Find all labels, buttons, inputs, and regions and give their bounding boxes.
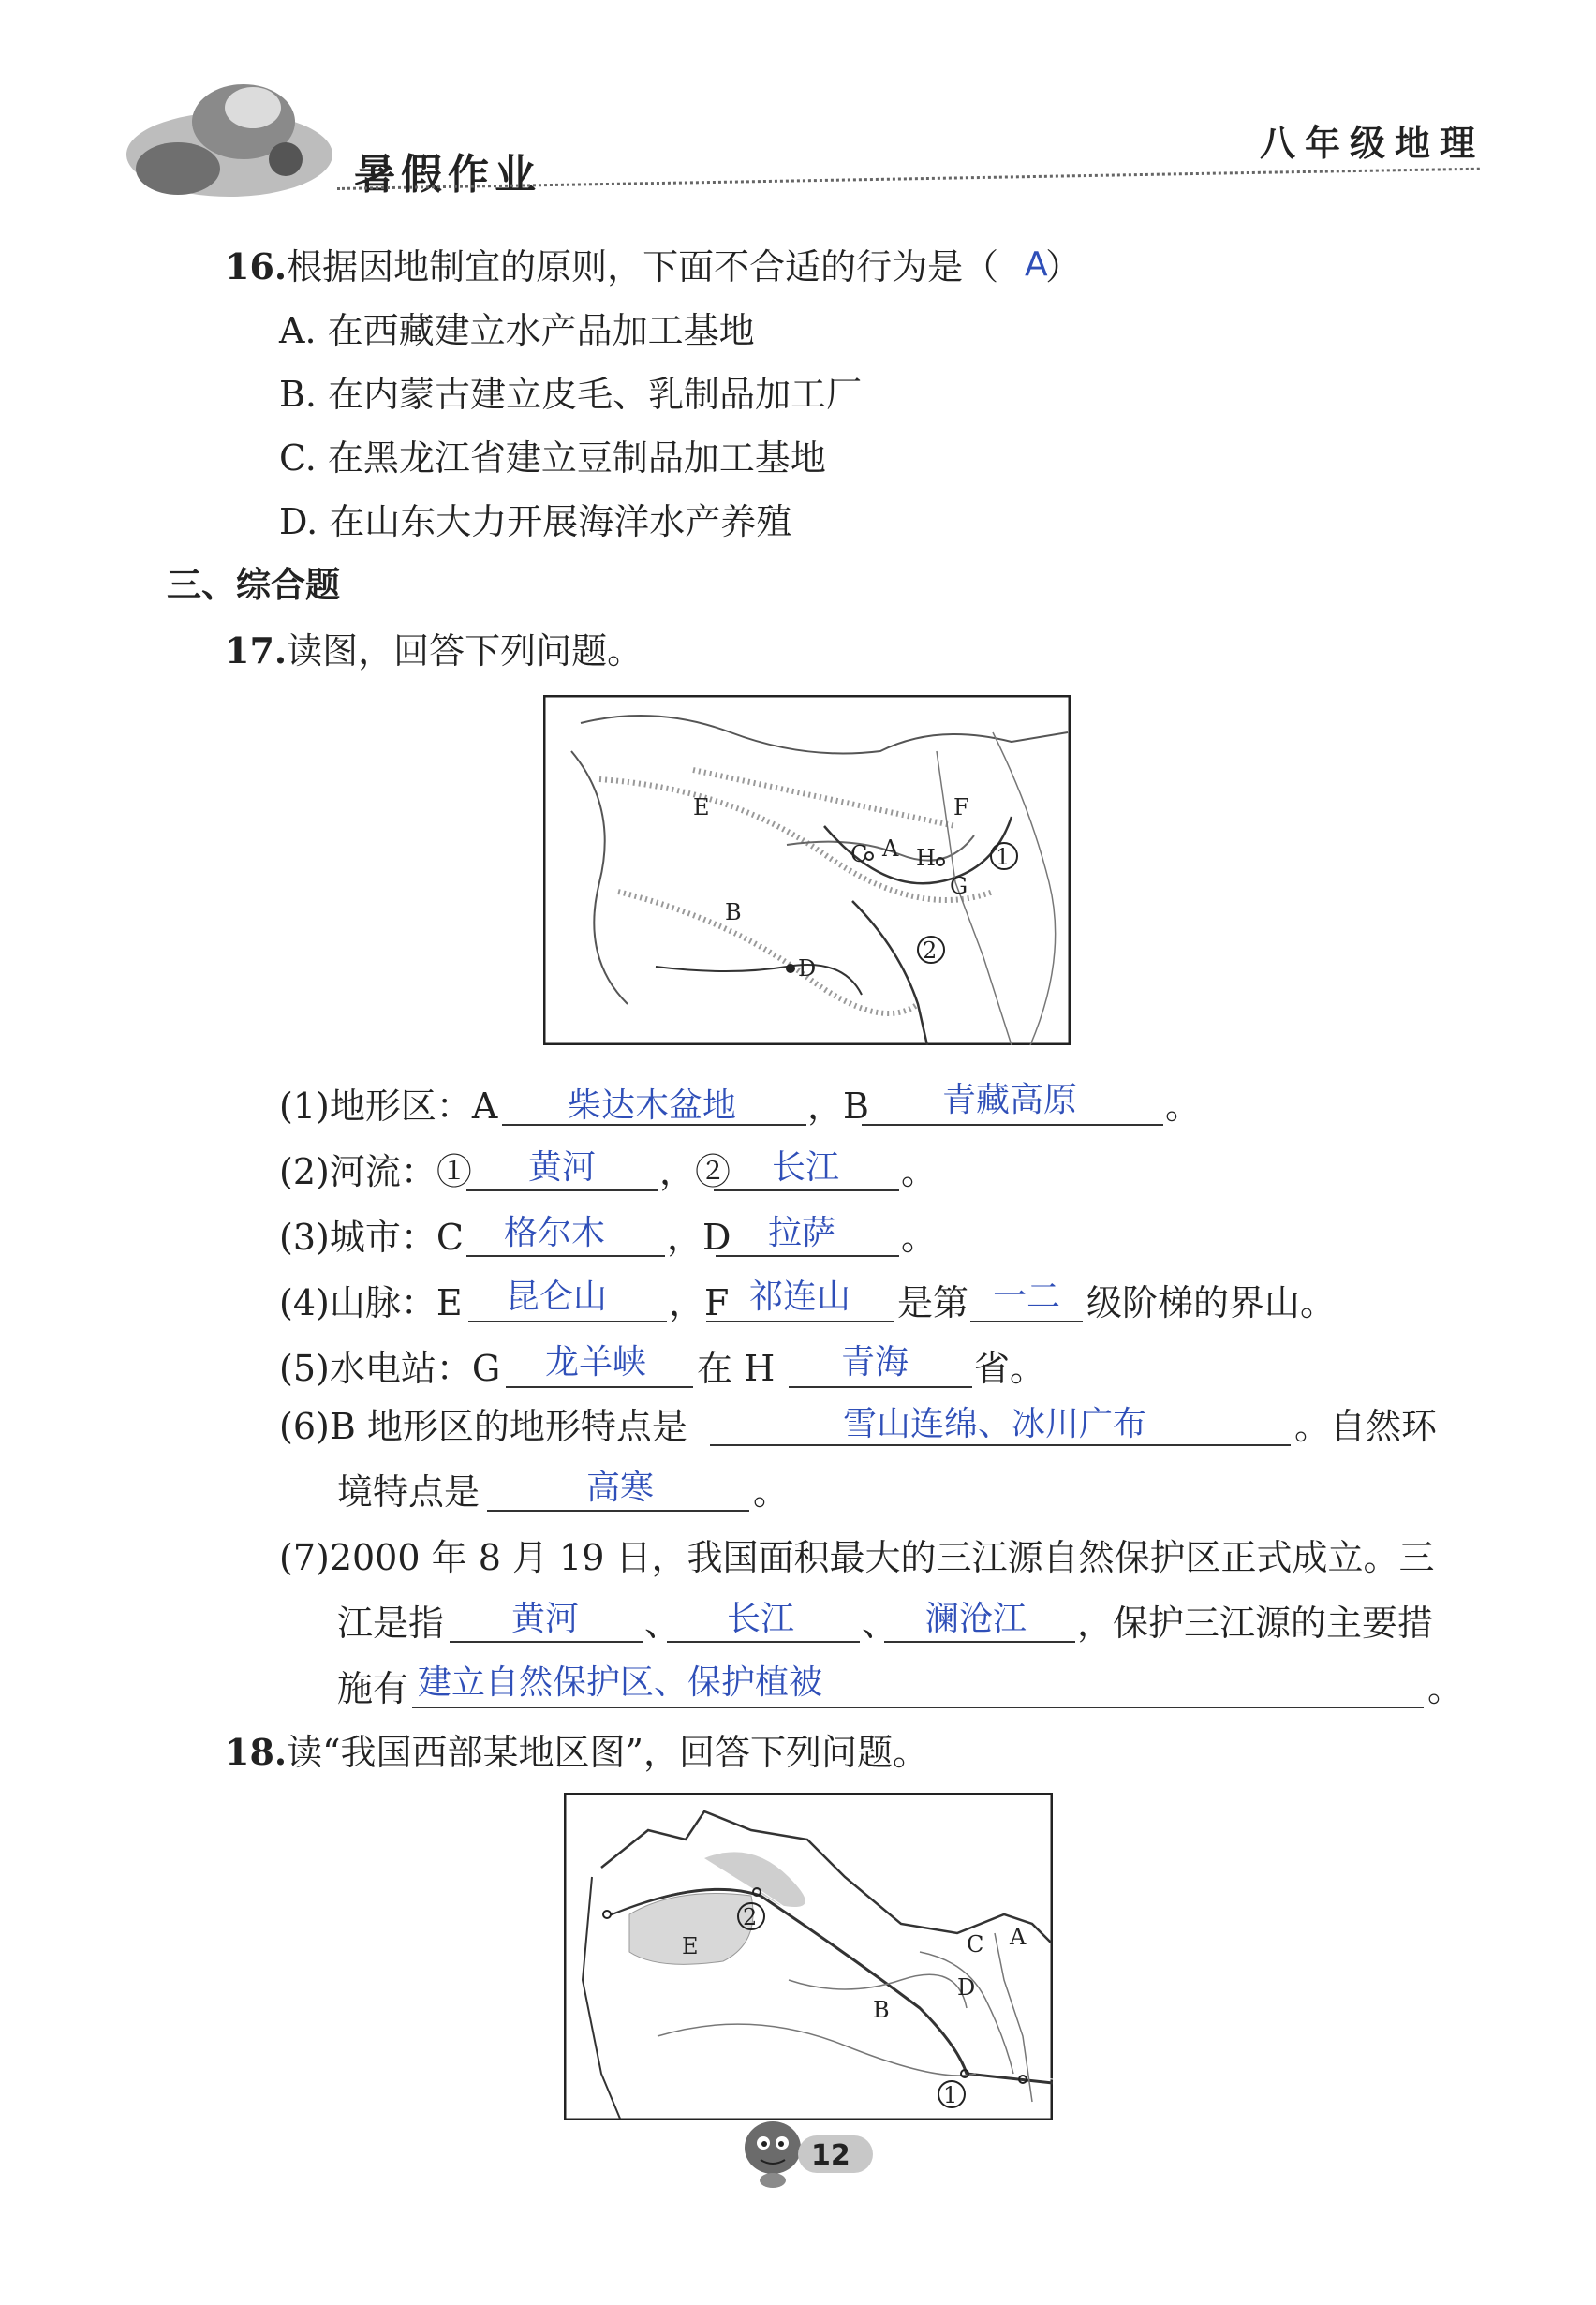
- q17-2-answer-a: 黄河: [528, 1148, 597, 1187]
- q17-map-label-b: B: [725, 899, 742, 925]
- q18-map-label-e: E: [682, 1933, 699, 1959]
- q17-4-answer-c: 一二: [993, 1278, 1061, 1316]
- q18-map-label-b: B: [873, 1997, 890, 2023]
- q17-2-mid: ，②: [659, 1151, 732, 1192]
- q17-4-mid: ，F: [669, 1282, 730, 1323]
- q17-3-blank-a: [466, 1255, 665, 1257]
- q17-3-mid: ，D: [667, 1217, 732, 1258]
- q17-5-answer-a: 龙羊峡: [545, 1343, 647, 1382]
- q17-map-label-g: G: [950, 873, 968, 899]
- q17-1-answer-a: 柴达木盆地: [568, 1086, 737, 1125]
- q17-map-label-f: F: [953, 794, 969, 820]
- q18-map: [564, 1793, 1053, 2120]
- svg-text:1: 1: [943, 2082, 958, 2108]
- q18-map-label-d: D: [957, 1974, 976, 2001]
- q16-stem: 16.根据因地制宜的原则，下面不合适的行为是（ ）: [225, 245, 1082, 288]
- q17-stem: 17.读图，回答下列问题。: [225, 629, 643, 672]
- q17-5-blank-a: [506, 1386, 693, 1388]
- q17-6-mid: 。自然环: [1294, 1406, 1438, 1447]
- q17-1-suffix: 。: [1165, 1086, 1202, 1127]
- q17-6-answer-b: 高寒: [586, 1469, 655, 1507]
- q17-5-prefix: (5)水电站：G: [279, 1348, 501, 1389]
- q17-7-line2-prefix: 江是指: [337, 1603, 445, 1644]
- q17-3-prefix: (3)城市：C: [279, 1217, 464, 1258]
- q17-7-line1: (7)2000 年 8 月 19 日，我国面积最大的三江源自然保护区正式成立。三: [279, 1537, 1435, 1578]
- q17-1-blank-b: [862, 1124, 1163, 1126]
- q17-7-line3-suffix: 。: [1427, 1668, 1464, 1709]
- q17-3-answer-a: 格尔木: [504, 1214, 606, 1252]
- footer-mascot-icon: [740, 2115, 805, 2190]
- q17-2-suffix: 。: [901, 1151, 938, 1192]
- q17-4-blank-a: [468, 1321, 667, 1322]
- q17-2-blank-a: [466, 1189, 658, 1191]
- q17-map-label-e: E: [693, 794, 710, 820]
- q17-1-answer-b: 青藏高原: [942, 1081, 1078, 1119]
- q17-7-sep-2: 、: [862, 1603, 898, 1644]
- q17-6-blank-b: [487, 1510, 749, 1512]
- q17-7-answer-c: 澜沧江: [925, 1600, 1027, 1638]
- page-number: 12: [811, 2139, 850, 2172]
- q17-3-answer-b: 拉萨: [768, 1214, 836, 1252]
- q17-6-answer-a: 雪山连绵、冰川广布: [843, 1405, 1147, 1443]
- q17-7-sep-1: 、: [644, 1603, 681, 1644]
- q17-5-blank-b: [789, 1386, 972, 1388]
- q17-6-prefix: (6)B 地形区的地形特点是: [279, 1406, 687, 1447]
- svg-text:1: 1: [996, 844, 1011, 870]
- header-mascot: [122, 66, 337, 206]
- q17-7-blank-a: [450, 1641, 643, 1643]
- q17-1-prefix: (1)地形区：A: [279, 1086, 498, 1127]
- q17-map-label-d: D: [798, 955, 817, 982]
- svg-text:2: 2: [923, 938, 938, 964]
- q17-7-answer-d: 建立自然保护区、保护植被: [418, 1663, 823, 1702]
- q17-4-answer-b: 祁连山: [749, 1278, 851, 1316]
- q17-7-answer-a: 黄河: [511, 1600, 580, 1638]
- q17-4-answer-a: 昆仑山: [506, 1278, 608, 1316]
- q16-option-d: D. 在山东大力开展海洋水产养殖: [279, 501, 792, 542]
- q17-map-label-h: H: [916, 845, 936, 871]
- q18-map-label-c: C: [967, 1931, 984, 1958]
- q17-map-label-a: A: [882, 835, 899, 862]
- q16-option-a: A. 在西藏建立水产品加工基地: [279, 310, 755, 351]
- q16-option-b: B. 在内蒙古建立皮毛、乳制品加工厂: [279, 374, 863, 415]
- q18-stem: 18.读“我国西部某地区图”，回答下列问题。: [225, 1731, 928, 1773]
- q16-answer: A: [1025, 245, 1048, 284]
- q17-3-suffix: 。: [901, 1217, 938, 1258]
- q17-7-blank-d: [412, 1707, 1424, 1708]
- q17-6-suffix: 。: [753, 1471, 790, 1513]
- q17-1-mid: ，B: [807, 1086, 869, 1127]
- header-title: 暑假作业: [354, 151, 541, 199]
- section-title: 三、综合题: [167, 565, 340, 605]
- q17-4-prefix: (4)山脉：E: [279, 1282, 463, 1323]
- svg-text:2: 2: [743, 1904, 758, 1930]
- q17-3-blank-b: [716, 1255, 899, 1257]
- q17-7-line2-suffix: ，保护三江源的主要措: [1077, 1603, 1434, 1644]
- q17-2-prefix: (2)河流：①: [279, 1151, 472, 1192]
- q17-2-blank-b: [714, 1189, 899, 1191]
- q16-option-c: C. 在黑龙江省建立豆制品加工基地: [279, 437, 826, 479]
- q17-7-blank-c: [884, 1641, 1075, 1643]
- q17-4-mid2: 是第: [897, 1282, 969, 1323]
- q17-7-line3-prefix: 施有: [337, 1668, 409, 1709]
- q17-7-answer-b: 长江: [727, 1600, 795, 1638]
- q17-5-suffix: 省。: [974, 1348, 1046, 1389]
- q17-map-label-c: C: [850, 841, 868, 867]
- q18-map-label-a: A: [1010, 1924, 1027, 1950]
- q17-5-mid: 在 H: [697, 1348, 776, 1389]
- q17-4-suffix: 级阶梯的界山。: [1086, 1282, 1337, 1323]
- q17-4-blank-c: [970, 1321, 1083, 1322]
- q17-7-blank-b: [667, 1641, 860, 1643]
- q17-map: [543, 695, 1071, 1045]
- q17-4-blank-b: [706, 1321, 894, 1322]
- header-subject: 八年级地理: [1260, 123, 1485, 164]
- q17-5-answer-b: 青海: [841, 1343, 909, 1382]
- q17-2-answer-b: 长江: [772, 1148, 840, 1187]
- q17-6-line2-prefix: 境特点是: [337, 1471, 480, 1513]
